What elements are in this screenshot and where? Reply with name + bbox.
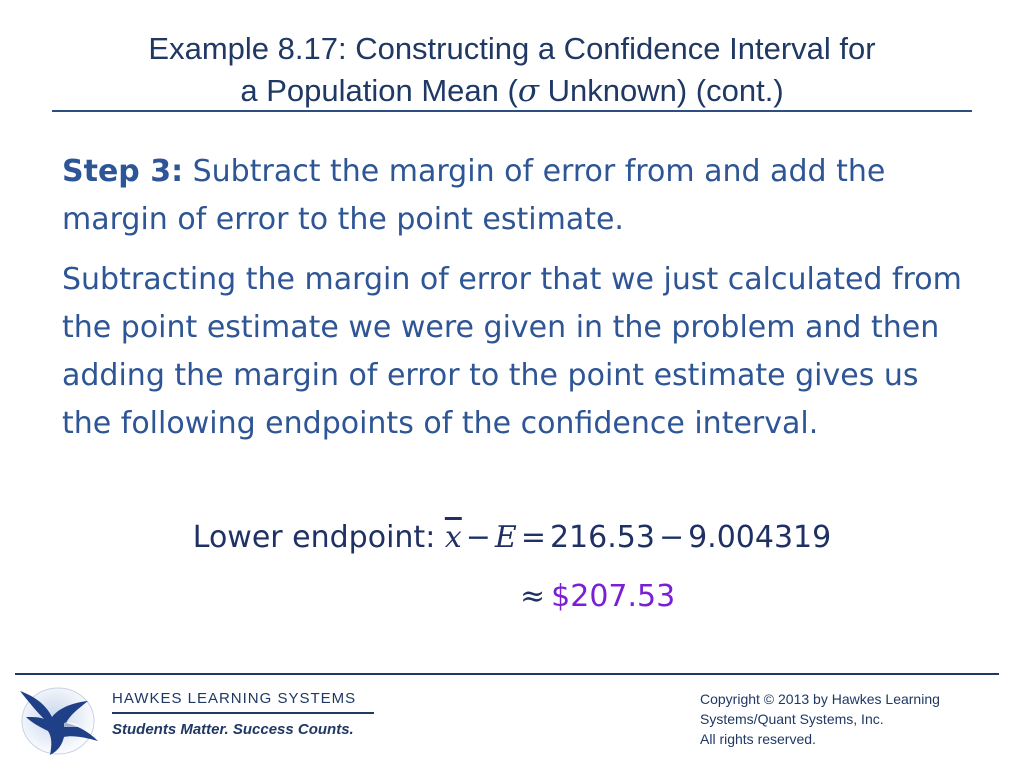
title-line-1: Example 8.17: Constructing a Confidence Interval for bbox=[148, 31, 876, 66]
copyright-notice bbox=[700, 689, 1010, 749]
step-3-text bbox=[62, 148, 962, 244]
hawk-logo-icon bbox=[18, 683, 104, 757]
step-label: Step 3: bbox=[62, 154, 184, 189]
lower-endpoint-result bbox=[520, 575, 675, 619]
approx-sign: ≈ bbox=[520, 579, 546, 614]
equals-sign: = bbox=[520, 520, 546, 555]
title-line-2-end: Unknown) (cont.) bbox=[539, 73, 784, 108]
step-description: Subtract the margin of error from and add the margin of error to the point estimate. bbox=[62, 154, 886, 237]
minus-sign-2: − bbox=[658, 520, 685, 555]
margin-of-error-symbol: E bbox=[494, 520, 517, 555]
brand-divider bbox=[112, 712, 374, 714]
result-value: $207.53 bbox=[551, 579, 676, 614]
tagline: Students Matter. Success Counts. bbox=[112, 721, 354, 738]
minus-sign: − bbox=[465, 520, 491, 555]
explanation-paragraph: Subtracting the margin of error that we just calculated from the point estimate we were given in the problem and then adding the margin of error to the point estimate gives us the following endpoints of the confidence interval. bbox=[62, 262, 962, 441]
copyright-line-3: All rights reserved. bbox=[700, 731, 816, 747]
point-estimate-value: 216.53 bbox=[549, 520, 655, 555]
title-divider bbox=[52, 110, 972, 112]
lower-endpoint-formula bbox=[0, 516, 1024, 560]
formula-label: Lower endpoint: bbox=[192, 520, 445, 555]
sigma-symbol: σ bbox=[517, 73, 539, 109]
brand-name: HAWKES LEARNING SYSTEMS bbox=[112, 690, 357, 707]
slide-title bbox=[40, 28, 984, 112]
margin-of-error-value: 9.004319 bbox=[688, 520, 832, 555]
copyright-line-2: Systems/Quant Systems, Inc. bbox=[700, 711, 884, 727]
footer-divider bbox=[15, 673, 999, 675]
copyright-line-1: Copyright © 2013 by Hawkes Learning bbox=[700, 691, 940, 707]
sample-mean-symbol: $\overline{x}$ bbox=[444, 520, 462, 555]
title-line-2-start: a Population Mean ( bbox=[240, 73, 518, 108]
